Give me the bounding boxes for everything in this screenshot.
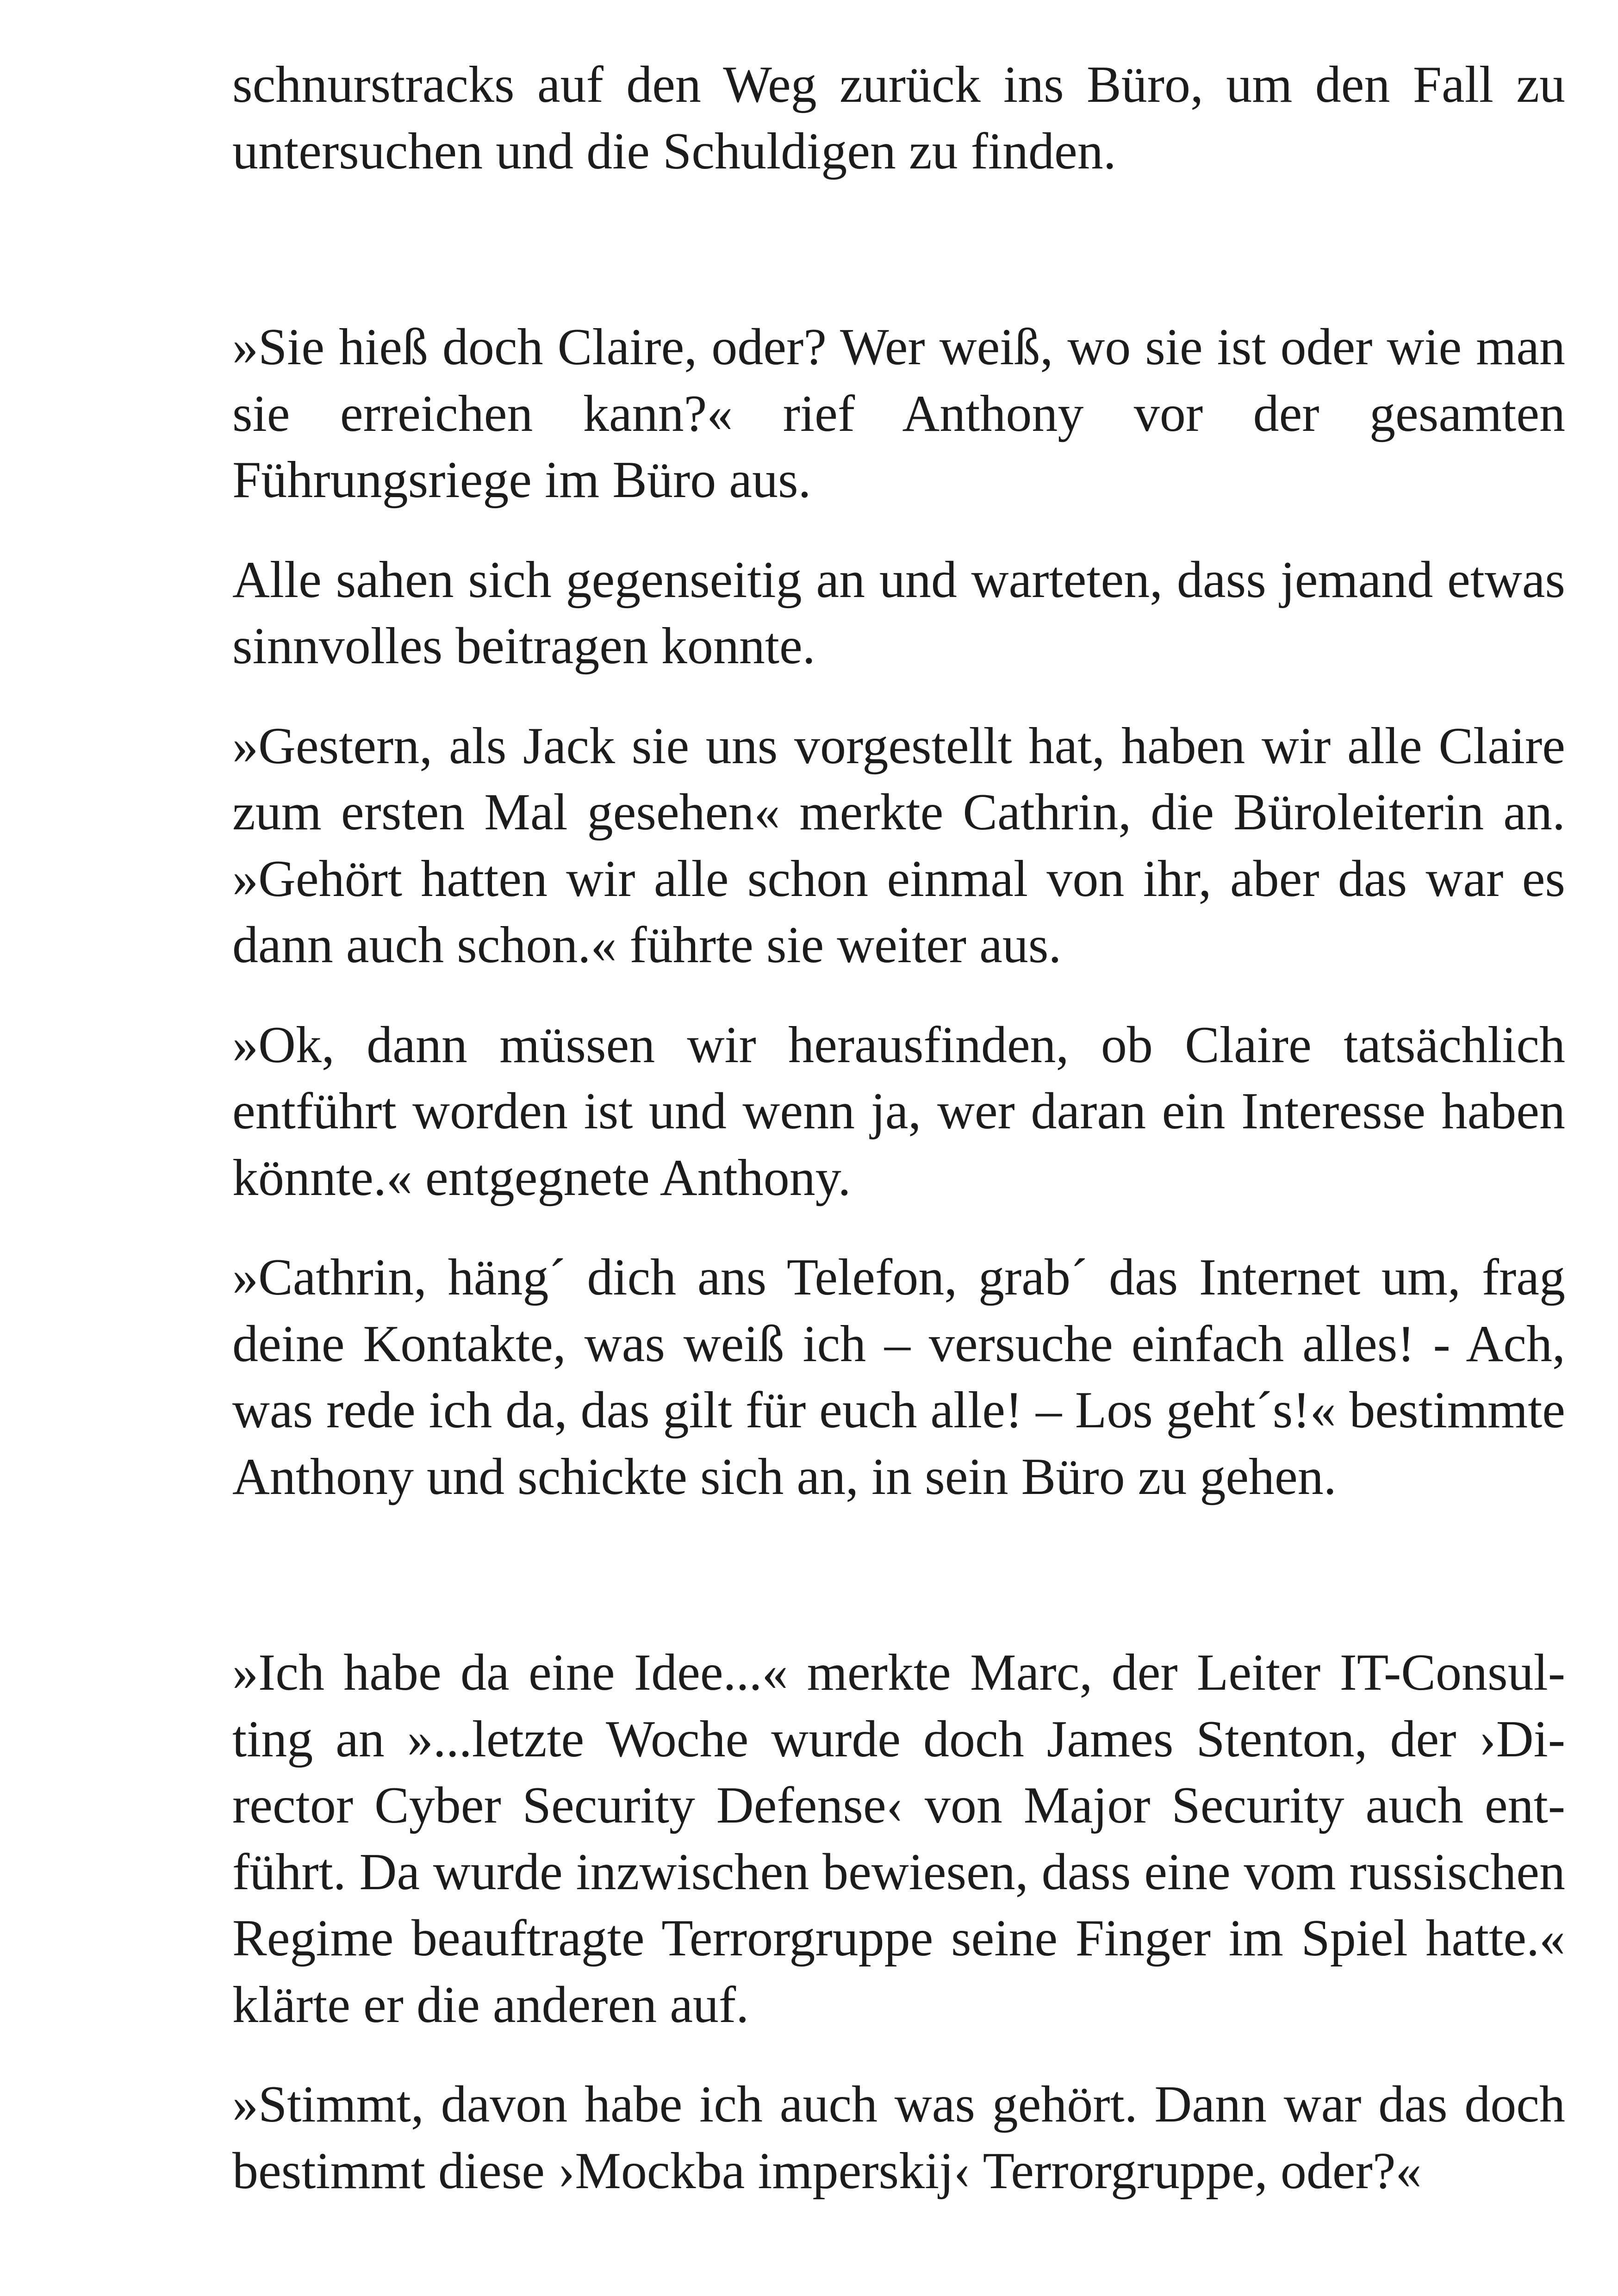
paragraph-6: »Cathrin, häng´ dich ans Telefon, grab´ das Internet um, frag deine Kontakte, was weiß ich – versuche einfach alles! - Ach, was rede ich da, das gilt für euch alle! – Los geht´s!« bestimmte Anthony und schickte sich an, in sein Büro zu gehen. <box>232 1249 1565 1506</box>
paragraph-7: »Ich habe da eine Idee...« merkte Marc, der Leiter IT-Consulting an »...letzte Woche wurde doch James Stenton, der ›Director Cyber Security Defense‹ von Major Security auch entführt. Da wurde inzwischen bewiesen, dass eine vom russischen Regime beauftragte Terrorgruppe seine Finger im Spiel hatte.« klärte er die anderen auf. <box>232 1644 1565 2034</box>
document-page <box>232 52 1565 2204</box>
paragraph-1: schnurstracks auf den Weg zurück ins Büro, um den Fall zu untersuchen und die Schuldigen zu finden. <box>232 56 1565 180</box>
paragraph-8: »Stimmt, davon habe ich auch was gehört. Dann war das doch bestimmt diese ›Mockba imperskij‹ Terrorgruppe, oder?« <box>232 2076 1565 2200</box>
paragraph-3: Alle sahen sich gegenseitig an und warteten, dass jemand etwas sinnvolles beitragen konnte. <box>232 551 1565 675</box>
paragraph-4: »Gestern, als Jack sie uns vorgestellt hat, haben wir alle Claire zum ersten Mal gesehen« merkte Cathrin, die Büroleiterin an. »Gehört hatten wir alle schon einmal von ihr, aber das war es dann auch schon.« führte sie weiter aus. <box>232 717 1565 974</box>
paragraph-2: »Sie hieß doch Claire, oder? Wer weiß, wo sie ist oder wie man sie erreichen kann?« rief Anthony vor der gesamten Führungsriege im Büro aus. <box>232 318 1565 509</box>
paragraph-5: »Ok, dann müssen wir herausfinden, ob Claire tatsächlich entführt worden ist und wenn ja, wer daran ein Interesse haben könnte.« entgegnete Anthony. <box>232 1016 1565 1207</box>
